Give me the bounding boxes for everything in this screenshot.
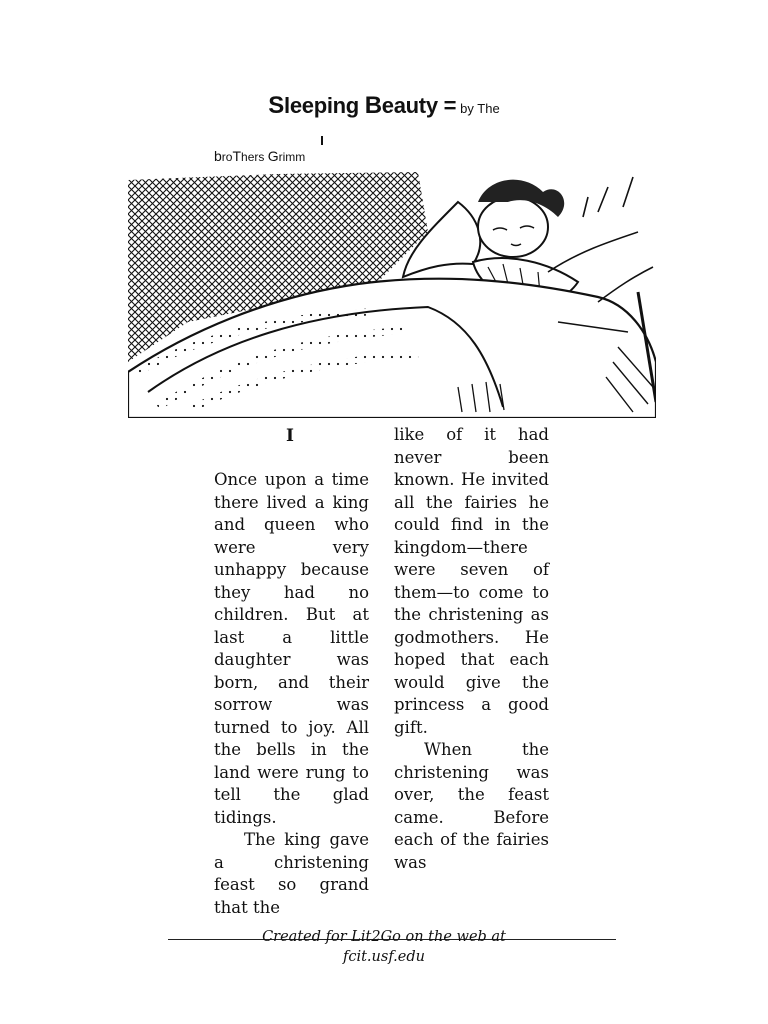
- paragraph: The king gave a christening feast so grand that the: [214, 830, 369, 917]
- paragraph: Once upon a time there lived a king and queen who were very unhappy because they had no children. But at last a little daughter was born, and their sorrow was turned to joy. All the bells in the land were rung to tell the glad tidings.: [214, 470, 369, 827]
- author-t: T: [232, 148, 242, 164]
- title-by-text: by T: [460, 101, 486, 116]
- author-g: G: [267, 148, 279, 164]
- author-rimm: rimm: [278, 150, 306, 164]
- text-column-right: [394, 424, 549, 874]
- title-cap-b: B: [364, 92, 382, 119]
- footer-credit: [0, 927, 768, 967]
- chapter-number: I: [286, 426, 294, 446]
- footer-line-1: Created for Lit2Go on the web at: [262, 929, 506, 945]
- author-line: [214, 148, 305, 164]
- author-b: b: [214, 148, 222, 164]
- title-cap-s: S: [268, 92, 285, 119]
- sleeping-princess-illustration: [128, 172, 656, 418]
- title-text-1: leeping: [284, 93, 365, 118]
- author-hers: hers: [241, 150, 268, 164]
- title-by-rest: he: [485, 101, 500, 116]
- title-main: [268, 93, 456, 118]
- paragraph: When the christening was over, the feast came. Before each of the fairies was: [394, 740, 549, 872]
- footer-line-2: fcit.usf.edu: [342, 949, 425, 965]
- page-title: [0, 92, 768, 120]
- title-equals: =: [437, 93, 457, 118]
- text-column-left: [214, 469, 369, 919]
- title-text-2: eauty: [381, 93, 438, 118]
- author-ro: ro: [221, 150, 233, 164]
- stray-mark: [321, 136, 323, 145]
- title-byline: [460, 101, 500, 116]
- paragraph: like of it had never been known. He invited all the fairies he could find in the kingdom—there were seven of them—to come to the christening as godmothers. He hoped that each would give the princess a good gift.: [394, 425, 549, 737]
